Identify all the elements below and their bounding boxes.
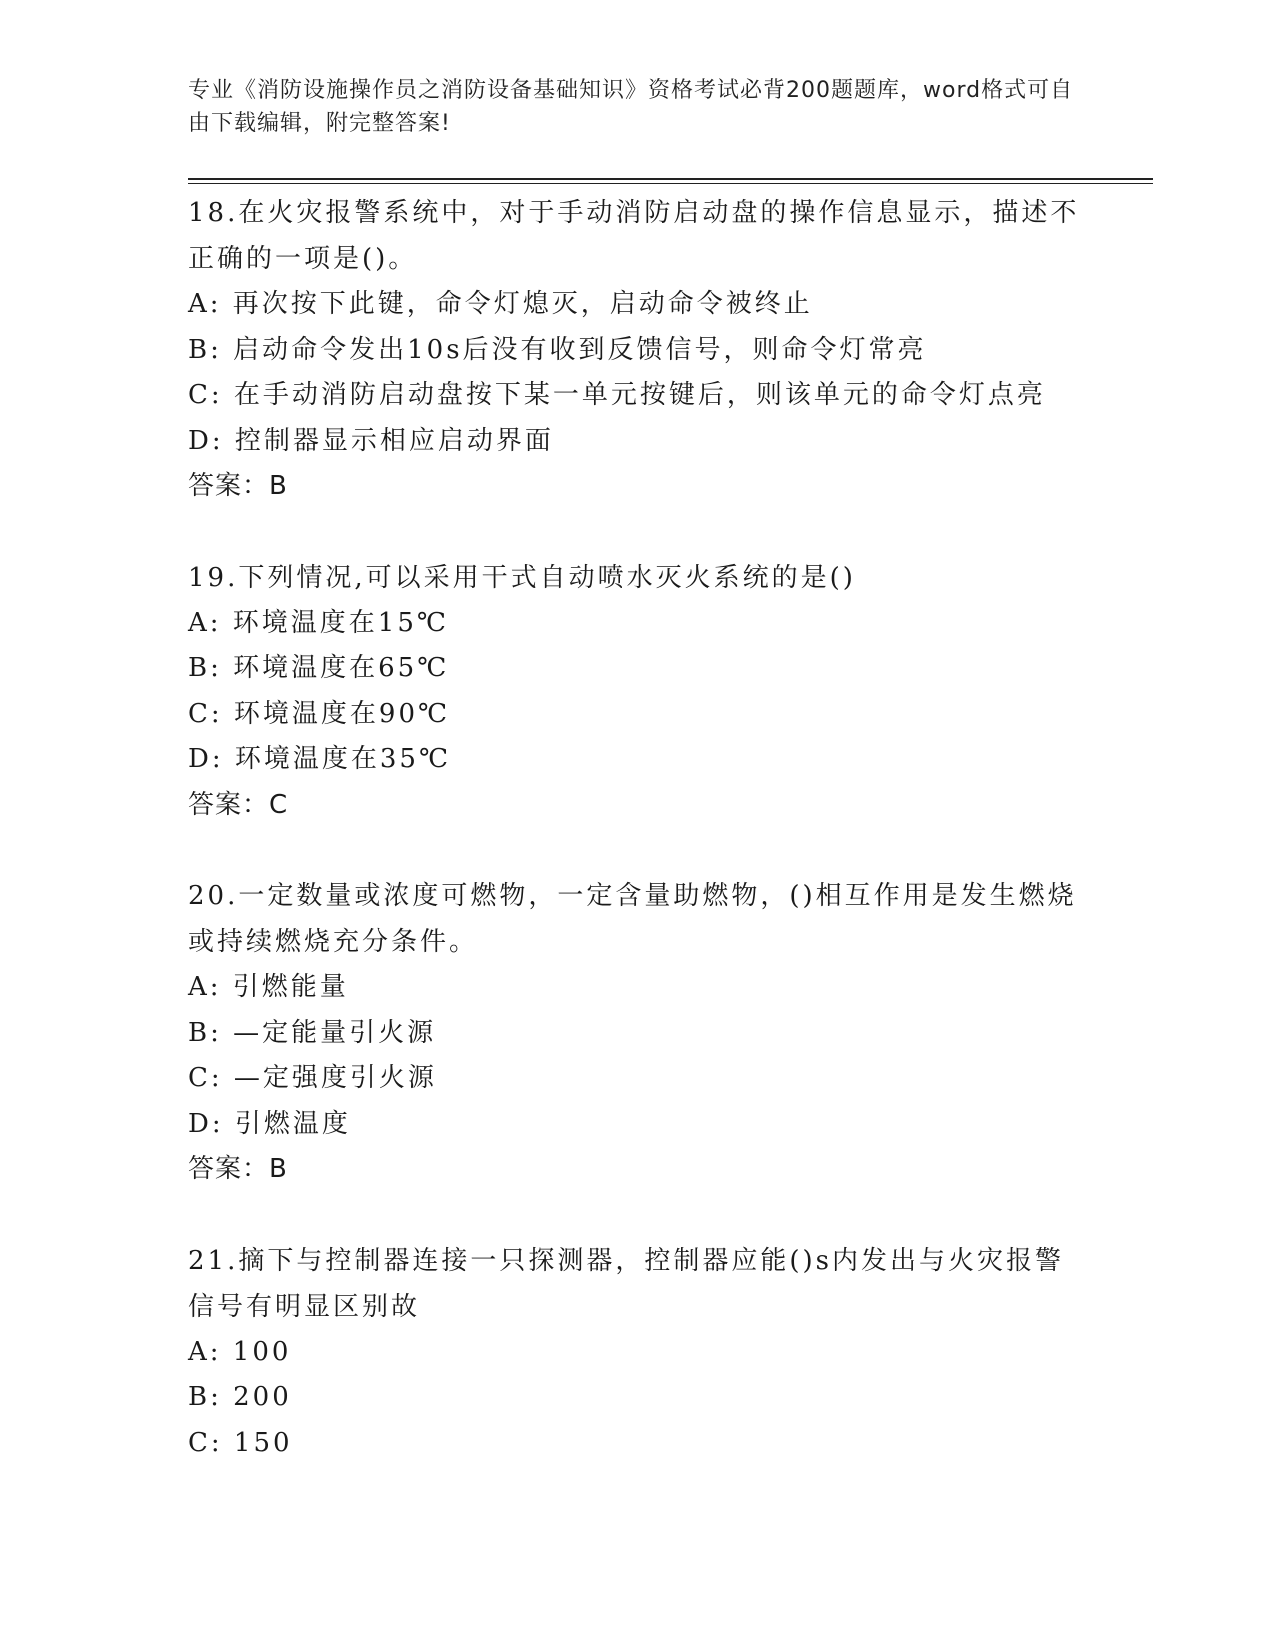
option-d: D: 引燃温度 <box>188 1108 351 1139</box>
option-a: A: 100 <box>188 1336 292 1367</box>
option-b: B: —定能量引火源 <box>188 1017 437 1048</box>
option-a: A: 引燃能量 <box>188 972 349 1002</box>
question-stem: 20.一定数量或浓度可燃物，一定含量助燃物，()相互作用是发生燃烧或持续燃烧充分条件。 <box>188 881 1077 957</box>
option-b: B: 环境温度在65℃ <box>188 653 450 683</box>
answer: 答案：B <box>188 1154 288 1184</box>
option-c: C: 150 <box>188 1427 293 1458</box>
option-c: C: —定强度引火源 <box>188 1063 437 1093</box>
option-d: D: 控制器显示相应启动界面 <box>188 425 554 456</box>
header-text: 专业《消防设施操作员之消防设备基础知识》资格考试必背200题题库，word格式可自由下载编辑，附完整答案! <box>188 78 1074 136</box>
question-stem: 21.摘下与控制器连接一只探测器，控制器应能()s内发出与火灾报警信号有明显区别故 <box>188 1245 1064 1322</box>
option-b: B: 200 <box>188 1382 292 1412</box>
question-stem: 18.在火灾报警系统中，对于手动消防启动盘的操作信息显示，描述不正确的一项是()。 <box>188 198 1080 274</box>
question-20 <box>188 873 1088 1193</box>
header-divider-thin <box>188 183 1153 184</box>
answer: 答案：B <box>188 471 288 501</box>
header-divider-thick <box>188 178 1153 180</box>
option-d: D: 环境温度在35℃ <box>188 744 452 774</box>
document-header <box>188 74 1088 140</box>
option-a: A: 环境温度在15℃ <box>188 607 449 638</box>
option-b: B: 启动命令发出10s后没有收到反馈信号，则命令灯常亮 <box>188 334 927 365</box>
question-19 <box>188 555 1088 829</box>
answer: 答案：C <box>188 789 289 820</box>
question-18 <box>188 190 1088 510</box>
option-c: C: 在手动消防启动盘按下某一单元按键后，则该单元的命令灯点亮 <box>188 380 1046 410</box>
question-list <box>188 190 1088 1466</box>
option-c: C: 环境温度在90℃ <box>188 698 451 729</box>
option-a: A: 再次按下此键，命令灯熄灭，启动命令被终止 <box>188 289 813 319</box>
question-21 <box>188 1238 1088 1467</box>
question-stem: 19.下列情况,可以采用干式自动喷水灭火系统的是() <box>188 562 856 593</box>
